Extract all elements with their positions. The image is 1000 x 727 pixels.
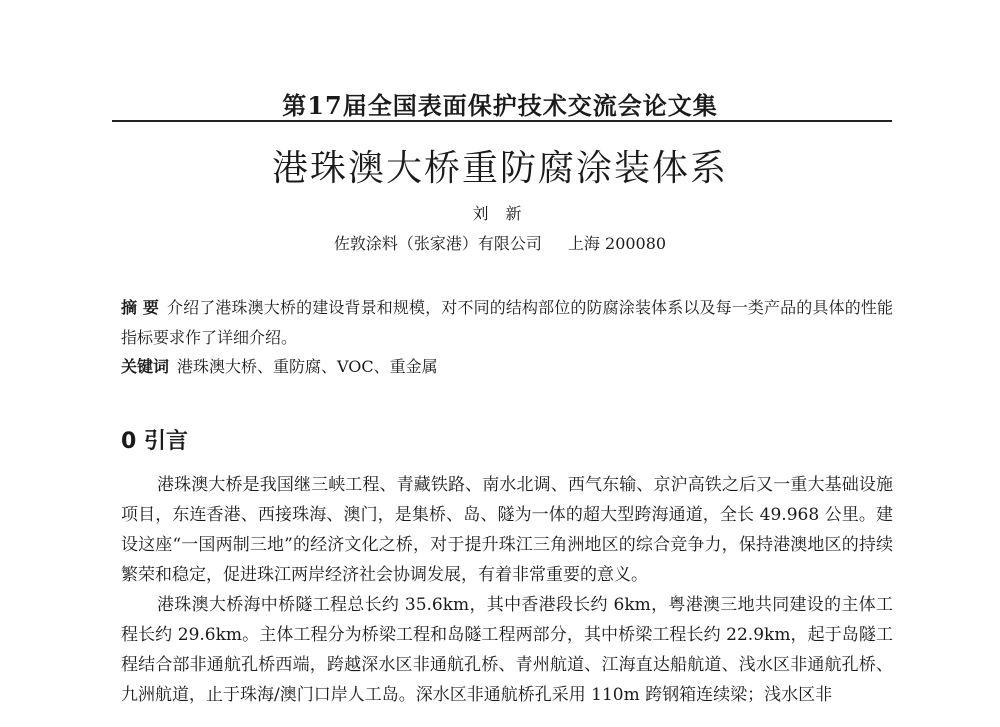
header-rule: [112, 120, 892, 122]
keywords-text: 港珠澳大桥、重防腐、VOC、重金属: [177, 357, 438, 376]
abstract-text: 介绍了港珠澳大桥的建设背景和规模，对不同的结构部位的防腐涂装体系以及每一类产品的具体的性能指标要求作了详细介绍。: [121, 298, 893, 347]
running-header: 第17届全国表面保护技术交流会论文集: [282, 91, 718, 120]
affiliation-line: [0, 231, 1000, 254]
section-heading: 0 引言: [121, 429, 188, 454]
affiliation: 佐敦涂料（张家港）有限公司: [333, 234, 542, 253]
keywords: [121, 354, 893, 380]
keywords-label: 关键词: [121, 357, 170, 376]
location: 上海 200080: [567, 234, 667, 253]
paper-title: 港珠澳大桥重防腐涂装体系: [271, 148, 728, 189]
paragraph: 港珠澳大桥是我国继三峡工程、青藏铁路、南水北调、西气东输、京沪高铁之后又一重大基础设施项目，东连香港、西接珠海、澳门，是集桥、岛、隧为一体的超大型跨海通道，全长 49.968 公里。建设这座“一国两制三地”的经济文化之桥，对于提升珠江三角洲地区的综合竞争力，保持港澳地区的持续繁荣和稳定，促进珠江两岸经济社会协调发展，有着非常重要的意义。: [121, 475, 893, 585]
paragraph: 港珠澳大桥海中桥隧工程总长约 35.6km，其中香港段长约 6km，粤港澳三地共同建设的主体工程长约 29.6km。主体工程分为桥梁工程和岛隧工程两部分，其中桥梁工程长约 22.9km，起于岛隧工程结合部非通航孔桥西端，跨越深水区非通航孔桥、青州航道、江海直达船航道、浅水区非通航孔桥、九洲航道，止于珠海/澳门口岸人工岛。深水区非通航桥孔采用 110m 跨钢箱连续梁；浅水区非: [121, 595, 893, 705]
author-name: 刘 新: [472, 204, 528, 223]
abstract: [121, 293, 893, 353]
section-body: [121, 470, 893, 710]
abstract-label: 摘 要: [121, 298, 159, 317]
